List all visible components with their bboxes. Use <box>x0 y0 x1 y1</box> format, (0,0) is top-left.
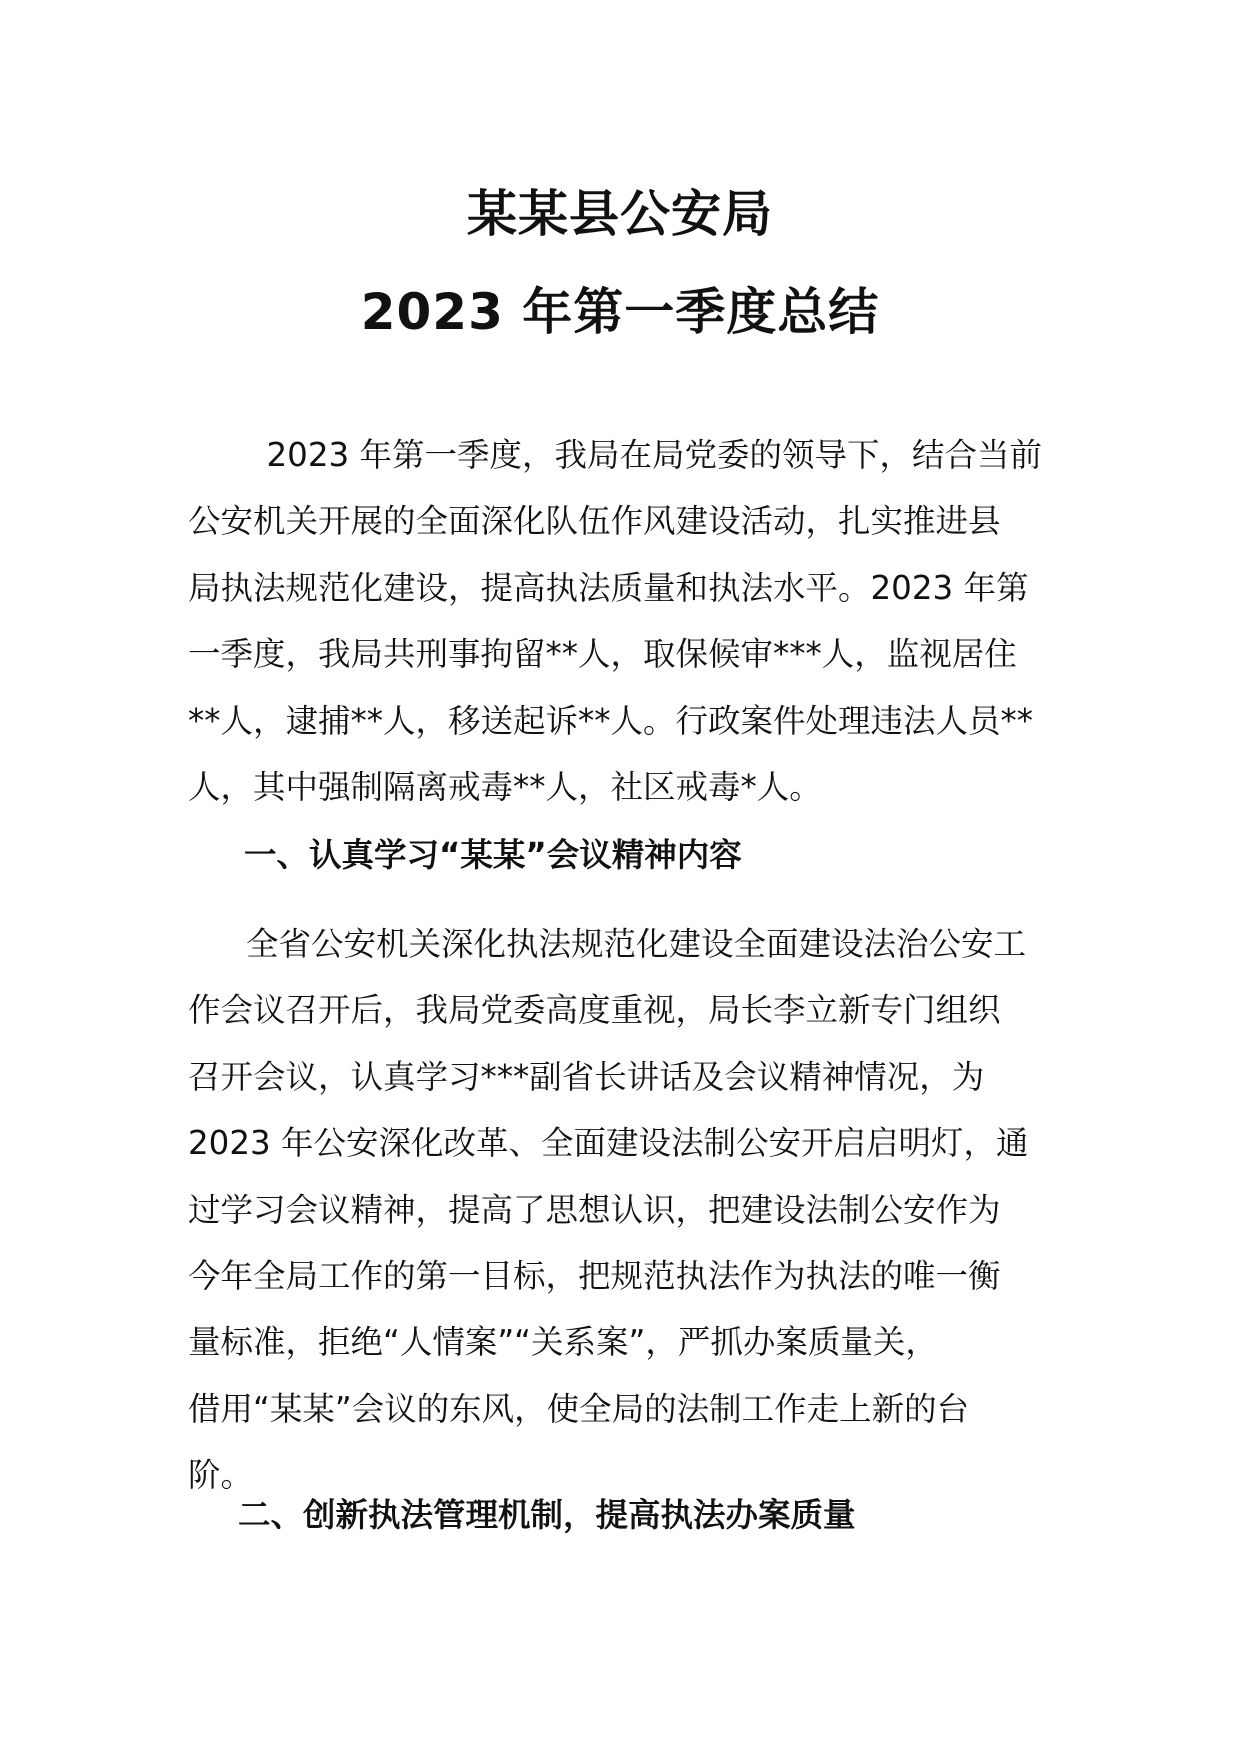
document-title-period: 2023 年第一季度总结 <box>360 283 880 341</box>
paragraph-line: 人，其中强制隔离戒毒**人，社区戒毒*人。 <box>188 767 822 806</box>
paragraph-line: 局执法规范化建设，提高执法质量和执法水平。2023 年第 <box>188 568 1029 607</box>
paragraph-line: 今年全局工作的第一目标，把规范执法作为执法的唯一衡 <box>188 1256 1001 1295</box>
section-heading-2: 二、创新执法管理机制，提高执法办案质量 <box>238 1496 856 1534</box>
paragraph-line: 全省公安机关深化执法规范化建设全面建设法治公安工 <box>246 925 1027 963</box>
paragraph-line: 作会议召开后，我局党委高度重视，局长李立新专门组织 <box>188 991 1001 1030</box>
paragraph-line: 2023 年第一季度，我局在局党委的领导下，结合当前 <box>234 436 1043 474</box>
paragraph-line: 公安机关开展的全面深化队伍作风建设活动，扎实推进县 <box>188 502 1001 541</box>
section-heading-1: 一、认真学习“某某”会议精神内容 <box>244 836 742 874</box>
intro-paragraph <box>188 422 1053 820</box>
paragraph-line: 借用“某某”会议的东风，使全局的法制工作走上新的台 <box>188 1389 970 1428</box>
paragraph-line: 过学习会议精神，提高了思想认识，把建设法制公安作为 <box>188 1190 1001 1229</box>
paragraph-line: 一季度，我局共刑事拘留**人，取保候审***人，监视居住 <box>188 635 1017 674</box>
paragraph-line: 召开会议，认真学习***副省长讲话及会议精神情况，为 <box>188 1057 985 1096</box>
paragraph-line: **人，逮捕**人，移送起诉**人。行政案件处理违法人员** <box>188 701 1034 740</box>
section1-paragraph <box>188 911 1053 1509</box>
document-title-org: 某某县公安局 <box>467 185 773 243</box>
paragraph-line: 量标准，拒绝“人情案”“关系案”，严抓办案质量关， <box>188 1323 938 1362</box>
paragraph-line: 2023 年公安深化改革、全面建设法制公安开启启明灯，通 <box>188 1124 1029 1163</box>
paragraph-line: 阶。 <box>188 1456 254 1495</box>
